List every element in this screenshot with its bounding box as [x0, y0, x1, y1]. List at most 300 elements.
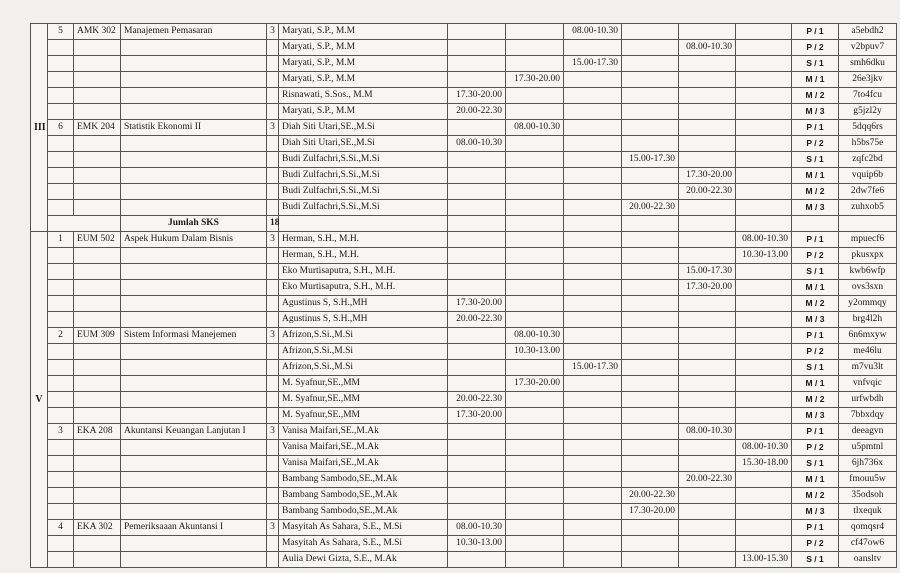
class-code: S / 1	[792, 152, 839, 168]
empty-cell	[267, 296, 279, 312]
empty-cell	[267, 136, 279, 152]
schedule-row	[31, 200, 897, 216]
lecturer-name: Bambang Sambodo,SE.,M.Ak	[279, 472, 448, 488]
empty-cell	[74, 136, 121, 152]
time-slot	[622, 24, 679, 40]
course-name: Sistem Informasi Manejemen	[121, 328, 267, 344]
time-slot	[736, 360, 792, 376]
schedule-row	[31, 312, 897, 328]
lecturer-name: Masyitah As Sahara, S.E., M.Si	[279, 520, 448, 536]
time-slot	[736, 184, 792, 200]
time-slot: 15.00-17.30	[564, 56, 622, 72]
class-code: M / 2	[792, 392, 839, 408]
time-slot	[506, 152, 564, 168]
lecturer-name: Bambang Sambodo,SE.,M.Ak	[279, 488, 448, 504]
time-slot	[564, 312, 622, 328]
class-code: M / 3	[792, 408, 839, 424]
empty-cell	[48, 216, 121, 232]
time-slot	[506, 520, 564, 536]
lecturer-name: Afrizon,S.Si.,M.Si	[279, 328, 448, 344]
time-slot	[448, 344, 506, 360]
time-slot: 17.30-20.00	[506, 376, 564, 392]
empty-cell	[121, 136, 267, 152]
time-slot	[564, 104, 622, 120]
class-token: oansltv	[839, 552, 897, 568]
schedule-row	[31, 504, 897, 520]
lecturer-name: M. Syafnur,SE.,MM	[279, 392, 448, 408]
course-code: AMK 302	[74, 24, 121, 40]
time-slot	[679, 392, 736, 408]
schedule-row	[31, 456, 897, 472]
semester-label: V	[31, 232, 48, 568]
schedule-sheet	[30, 23, 896, 568]
schedule-row	[31, 88, 897, 104]
empty-cell	[48, 472, 74, 488]
time-slot	[622, 296, 679, 312]
time-slot	[448, 232, 506, 248]
time-slot	[448, 424, 506, 440]
time-slot	[622, 72, 679, 88]
empty-cell	[121, 376, 267, 392]
empty-cell	[74, 376, 121, 392]
time-slot: 20.00-22.30	[448, 312, 506, 328]
course-code: EKA 208	[74, 424, 121, 440]
empty-cell	[48, 280, 74, 296]
empty-cell	[74, 504, 121, 520]
empty-cell	[121, 40, 267, 56]
time-slot	[679, 360, 736, 376]
time-slot	[506, 248, 564, 264]
class-code: M / 1	[792, 376, 839, 392]
lecturer-name: Maryati, S.P., M.M	[279, 24, 448, 40]
time-slot	[679, 248, 736, 264]
class-token: ovs3sxn	[839, 280, 897, 296]
lecturer-name: Budi Zulfachri,S.Si.,M.Si	[279, 168, 448, 184]
schedule-row	[31, 248, 897, 264]
empty-cell	[267, 472, 279, 488]
time-slot: 08.00-10.30	[448, 136, 506, 152]
time-slot	[506, 456, 564, 472]
time-slot	[448, 328, 506, 344]
time-slot	[564, 152, 622, 168]
course-number: 1	[48, 232, 74, 248]
empty-cell	[121, 104, 267, 120]
empty-cell	[267, 376, 279, 392]
time-slot	[679, 408, 736, 424]
time-slot	[679, 152, 736, 168]
empty-cell	[48, 168, 74, 184]
empty-cell	[74, 88, 121, 104]
schedule-row	[31, 152, 897, 168]
lecturer-name: M. Syafnur,SE.,MM	[279, 376, 448, 392]
empty-cell	[74, 408, 121, 424]
schedule-row	[31, 104, 897, 120]
semester-label: III	[31, 24, 48, 232]
time-slot	[736, 344, 792, 360]
total-sks-value: 18	[267, 216, 279, 232]
empty-cell	[267, 360, 279, 376]
empty-cell	[74, 344, 121, 360]
time-slot	[564, 296, 622, 312]
empty-cell	[448, 216, 506, 232]
course-sks: 3	[267, 328, 279, 344]
class-code: S / 1	[792, 264, 839, 280]
course-name: Pemeriksaaan Akuntansi I	[121, 520, 267, 536]
empty-cell	[121, 312, 267, 328]
empty-cell	[48, 440, 74, 456]
empty-cell	[267, 72, 279, 88]
class-code: S / 1	[792, 56, 839, 72]
class-code: M / 3	[792, 504, 839, 520]
lecturer-name: Budi Zulfachri,S.Si.,M.Si	[279, 152, 448, 168]
empty-cell	[74, 184, 121, 200]
empty-cell	[121, 456, 267, 472]
lecturer-name: Budi Zulfachri,S.Si.,M.Si	[279, 200, 448, 216]
empty-cell	[74, 264, 121, 280]
course-number: 6	[48, 120, 74, 136]
class-token: cf47ow6	[839, 536, 897, 552]
class-code: M / 1	[792, 168, 839, 184]
empty-cell	[121, 248, 267, 264]
time-slot: 17.30-20.00	[506, 72, 564, 88]
empty-cell	[48, 488, 74, 504]
empty-cell	[74, 56, 121, 72]
time-slot	[622, 280, 679, 296]
empty-cell	[74, 392, 121, 408]
course-number: 2	[48, 328, 74, 344]
time-slot	[564, 440, 622, 456]
class-token: g5jzl2y	[839, 104, 897, 120]
time-slot	[622, 520, 679, 536]
empty-cell	[279, 216, 448, 232]
time-slot	[448, 72, 506, 88]
class-code: S / 1	[792, 456, 839, 472]
empty-cell	[839, 216, 897, 232]
schedule-row	[31, 264, 897, 280]
time-slot: 08.00-10.30	[506, 328, 564, 344]
empty-cell	[48, 376, 74, 392]
time-slot	[736, 472, 792, 488]
empty-cell	[74, 360, 121, 376]
lecturer-name: Vanisa Maifari,SE.,M.Ak	[279, 424, 448, 440]
schedule-row	[31, 296, 897, 312]
class-token: 35odsoh	[839, 488, 897, 504]
schedule-row	[31, 232, 897, 248]
empty-cell	[121, 200, 267, 216]
empty-cell	[622, 216, 679, 232]
lecturer-name: Vanisa Maifari,SE.,M.Ak	[279, 440, 448, 456]
course-sks: 3	[267, 24, 279, 40]
time-slot: 20.00-22.30	[679, 472, 736, 488]
time-slot: 15.00-17.30	[564, 360, 622, 376]
empty-cell	[121, 488, 267, 504]
time-slot	[448, 376, 506, 392]
time-slot: 08.00-10.30	[506, 120, 564, 136]
time-slot	[679, 520, 736, 536]
time-slot	[736, 88, 792, 104]
class-code: P / 1	[792, 232, 839, 248]
class-token: u5pmtnl	[839, 440, 897, 456]
time-slot	[506, 200, 564, 216]
time-slot	[622, 248, 679, 264]
time-slot	[622, 168, 679, 184]
class-code: M / 2	[792, 88, 839, 104]
time-slot: 15.30-18.00	[736, 456, 792, 472]
class-code: M / 2	[792, 488, 839, 504]
class-token: brg4l2h	[839, 312, 897, 328]
lecturer-name: Maryati, S.P., M.M	[279, 104, 448, 120]
empty-cell	[267, 408, 279, 424]
course-name: Aspek Hukum Dalam Bisnis	[121, 232, 267, 248]
time-slot	[736, 152, 792, 168]
class-code: P / 2	[792, 136, 839, 152]
time-slot	[736, 376, 792, 392]
lecturer-name: Afrizon,S.Si.,M.Si	[279, 360, 448, 376]
time-slot	[564, 536, 622, 552]
time-slot	[564, 472, 622, 488]
time-slot: 08.00-10.30	[736, 232, 792, 248]
empty-cell	[267, 536, 279, 552]
time-slot	[448, 184, 506, 200]
time-slot	[736, 200, 792, 216]
time-slot	[622, 376, 679, 392]
empty-cell	[48, 104, 74, 120]
time-slot	[622, 312, 679, 328]
schedule-row	[31, 392, 897, 408]
time-slot	[448, 440, 506, 456]
schedule-row	[31, 24, 897, 40]
time-slot	[622, 472, 679, 488]
lecturer-name: Diah Siti Utari,SE.,M.Si	[279, 120, 448, 136]
class-code: M / 2	[792, 184, 839, 200]
empty-cell	[267, 504, 279, 520]
schedule-row	[31, 360, 897, 376]
empty-cell	[74, 40, 121, 56]
time-slot	[622, 56, 679, 72]
empty-cell	[267, 88, 279, 104]
time-slot	[736, 72, 792, 88]
time-slot: 20.00-22.30	[622, 488, 679, 504]
class-token: a5ebdh2	[839, 24, 897, 40]
class-token: qomqsr4	[839, 520, 897, 536]
time-slot	[564, 376, 622, 392]
time-slot	[736, 56, 792, 72]
empty-cell	[267, 312, 279, 328]
time-slot: 08.00-10.30	[736, 440, 792, 456]
time-slot	[679, 72, 736, 88]
time-slot	[736, 264, 792, 280]
empty-cell	[48, 552, 74, 568]
time-slot	[564, 232, 622, 248]
time-slot	[679, 200, 736, 216]
empty-cell	[121, 408, 267, 424]
time-slot	[679, 344, 736, 360]
empty-cell	[48, 264, 74, 280]
class-code: M / 1	[792, 72, 839, 88]
course-number: 4	[48, 520, 74, 536]
time-slot: 10.30-13.00	[448, 536, 506, 552]
empty-cell	[74, 296, 121, 312]
empty-cell	[74, 312, 121, 328]
empty-cell	[74, 440, 121, 456]
schedule-row	[31, 472, 897, 488]
empty-cell	[121, 440, 267, 456]
lecturer-name: Eko Murtisaputra, S.H., M.H.	[279, 280, 448, 296]
empty-cell	[121, 88, 267, 104]
schedule-row	[31, 536, 897, 552]
time-slot	[506, 552, 564, 568]
class-token: smh6dku	[839, 56, 897, 72]
empty-cell	[48, 456, 74, 472]
empty-cell	[267, 552, 279, 568]
time-slot	[506, 440, 564, 456]
schedule-row	[31, 440, 897, 456]
empty-cell	[48, 40, 74, 56]
class-code: P / 1	[792, 424, 839, 440]
class-token: 26e3jkv	[839, 72, 897, 88]
time-slot	[736, 536, 792, 552]
time-slot	[622, 344, 679, 360]
time-slot	[679, 376, 736, 392]
class-token: kwb6wfp	[839, 264, 897, 280]
class-token: urfwbdh	[839, 392, 897, 408]
time-slot	[679, 88, 736, 104]
class-token: m7vu3lt	[839, 360, 897, 376]
schedule-table	[30, 23, 897, 568]
empty-cell	[48, 296, 74, 312]
class-token: me46lu	[839, 344, 897, 360]
time-slot	[564, 504, 622, 520]
time-slot	[622, 440, 679, 456]
time-slot	[564, 552, 622, 568]
time-slot	[679, 104, 736, 120]
empty-cell	[121, 264, 267, 280]
empty-cell	[121, 392, 267, 408]
schedule-row	[31, 280, 897, 296]
time-slot	[679, 24, 736, 40]
empty-cell	[121, 296, 267, 312]
time-slot	[506, 88, 564, 104]
time-slot	[506, 56, 564, 72]
empty-cell	[679, 216, 736, 232]
schedule-row	[31, 424, 897, 440]
class-code: P / 2	[792, 344, 839, 360]
empty-cell	[48, 248, 74, 264]
class-code: P / 2	[792, 536, 839, 552]
time-slot	[564, 40, 622, 56]
time-slot	[506, 408, 564, 424]
time-slot	[736, 424, 792, 440]
schedule-row	[31, 56, 897, 72]
total-sks-label: Jumlah SKS	[121, 216, 267, 232]
time-slot	[679, 488, 736, 504]
empty-cell	[121, 280, 267, 296]
empty-cell	[267, 280, 279, 296]
time-slot	[622, 40, 679, 56]
time-slot	[736, 104, 792, 120]
time-slot	[448, 152, 506, 168]
time-slot	[736, 328, 792, 344]
course-code: EKA 302	[74, 520, 121, 536]
empty-cell	[74, 168, 121, 184]
time-slot	[736, 168, 792, 184]
schedule-row	[31, 40, 897, 56]
empty-cell	[121, 552, 267, 568]
time-slot	[448, 552, 506, 568]
time-slot	[448, 504, 506, 520]
class-token: pkusxpx	[839, 248, 897, 264]
lecturer-name: Afrizon,S.Si.,M.Si	[279, 344, 448, 360]
class-token: mpuecf6	[839, 232, 897, 248]
lecturer-name: Herman, S.H., M.H.	[279, 232, 448, 248]
time-slot	[622, 360, 679, 376]
course-sks: 3	[267, 120, 279, 136]
time-slot	[506, 488, 564, 504]
course-code: EMK 204	[74, 120, 121, 136]
time-slot	[679, 504, 736, 520]
empty-cell	[267, 104, 279, 120]
empty-cell	[267, 456, 279, 472]
time-slot	[506, 392, 564, 408]
lecturer-name: Bambang Sambodo,SE.,M.Ak	[279, 504, 448, 520]
time-slot	[448, 40, 506, 56]
time-slot: 08.00-10.30	[679, 424, 736, 440]
time-slot	[736, 40, 792, 56]
time-slot: 08.00-10.30	[564, 24, 622, 40]
class-code: P / 2	[792, 40, 839, 56]
empty-cell	[121, 152, 267, 168]
time-slot	[622, 392, 679, 408]
class-token: 2dw7fe6	[839, 184, 897, 200]
empty-cell	[74, 200, 121, 216]
class-token: vquip6b	[839, 168, 897, 184]
class-code: M / 3	[792, 312, 839, 328]
time-slot	[448, 24, 506, 40]
class-token: h5bs75e	[839, 136, 897, 152]
time-slot: 20.00-22.30	[448, 392, 506, 408]
time-slot	[506, 536, 564, 552]
class-token: tlxequk	[839, 504, 897, 520]
time-slot	[736, 504, 792, 520]
empty-cell	[74, 152, 121, 168]
time-slot: 10.30-13.00	[506, 344, 564, 360]
time-slot	[506, 232, 564, 248]
class-token: zqfc2bd	[839, 152, 897, 168]
time-slot	[679, 456, 736, 472]
schedule-row	[31, 488, 897, 504]
time-slot: 20.00-22.30	[622, 200, 679, 216]
time-slot: 08.00-10.30	[448, 520, 506, 536]
class-code: M / 2	[792, 296, 839, 312]
time-slot	[622, 552, 679, 568]
time-slot	[448, 472, 506, 488]
empty-cell	[48, 360, 74, 376]
class-token: fmouu5w	[839, 472, 897, 488]
time-slot	[622, 184, 679, 200]
time-slot	[564, 136, 622, 152]
time-slot	[679, 312, 736, 328]
schedule-row	[31, 408, 897, 424]
time-slot	[564, 520, 622, 536]
course-code: EUM 502	[74, 232, 121, 248]
empty-cell	[74, 104, 121, 120]
time-slot	[679, 440, 736, 456]
empty-cell	[74, 488, 121, 504]
empty-cell	[48, 312, 74, 328]
course-number: 3	[48, 424, 74, 440]
class-token: 6jh736x	[839, 456, 897, 472]
empty-cell	[48, 184, 74, 200]
